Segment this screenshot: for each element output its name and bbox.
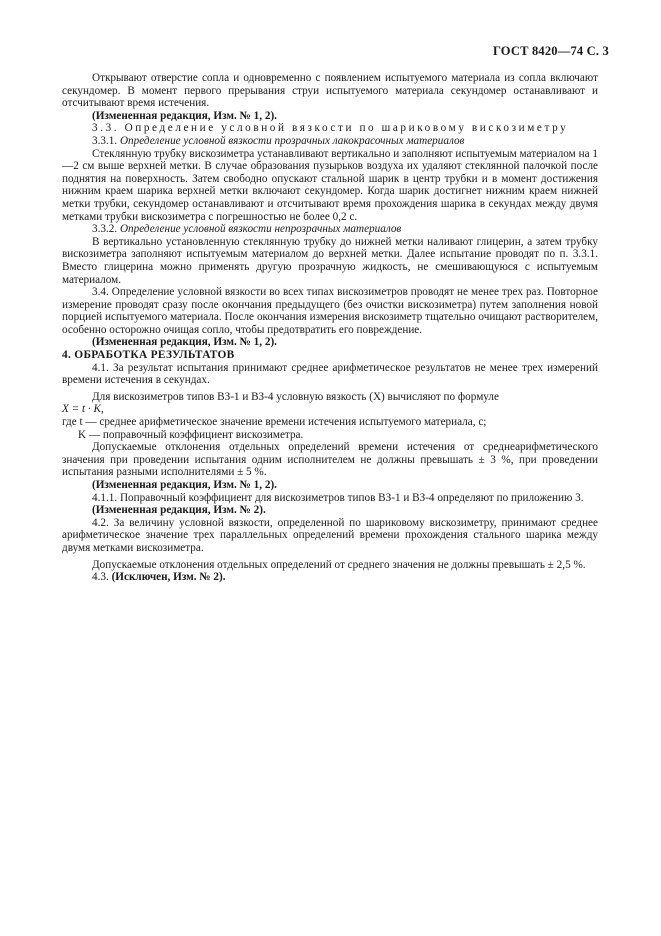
paragraph-4-3	[62, 571, 598, 584]
subsection-title: Определение условной вязкости непрозрачных материалов	[119, 223, 402, 236]
document-body	[62, 72, 598, 584]
subsection-3-3-2-heading	[62, 223, 598, 236]
paragraph-4-2: 4.2. За величину условной вязкости, определенной по шариковому вискозиметру, принимают среднее арифметическое значение трех параллельных определений времени прохождения стального шарика между двумя метками вискозиметра.	[62, 516, 598, 554]
paragraph-4-1: 4.1. За результат испытания принимают среднее арифметическое результатов не менее трех измерений времени истечения в секундах.	[62, 361, 598, 387]
subsection-title: Определение условной вязкости прозрачных лакокрасочных материалов	[119, 134, 465, 147]
edition-note: (Измененная редакция, Изм. № 1, 2).	[92, 479, 277, 491]
paragraph-3-3-2: В вертикально установленную стеклянную трубку до нижней метки наливают глицерин, а затем трубку вискозиметра заполняют испытуемым материалом до верхней метки. Далее испытание проводят по п. 3.3.1. Вместо глицерина можно применять другую прозрачную жидкость, не смешивающуюся с испытуемым материалом.	[62, 235, 598, 286]
page-header: ГОСТ 8420—74 С. 3	[492, 44, 609, 58]
paragraph-4-1-1: 4.1.1. Поправочный коэффициент для вискозиметров типов ВЗ-1 и ВЗ-4 определяют по приложению 3.	[92, 491, 584, 504]
subsection-number: 3.3.1.	[92, 134, 118, 147]
subsection-3-3-1-heading	[62, 135, 598, 148]
excluded-note: (Исключен, Изм. № 2).	[111, 571, 226, 584]
paragraph-3-2-end: Открывают отверстие сопла и одновременно с появлением испытуемого материала из сопла включают секундомер. В момент первого прерывания струи испытуемого материала секундомер останавливают и отсчитывают время истечения.	[62, 72, 598, 110]
section-3-3-heading: 3.3. Определение условной вязкости по шариковому вискозиметру	[92, 122, 569, 135]
edition-note: (Измененная редакция, Изм. № 1, 2).	[92, 336, 277, 349]
formula-legend-t: где t — среднее арифметическое значение времени истечения испытуемого материала, с;	[62, 416, 487, 429]
subsection-number: 3.3.2.	[92, 223, 118, 236]
paragraph-4-2-tolerance: Допускаемые отклонения отдельных определений от среднего значения не должны превышать ± 2,5 %.	[92, 558, 586, 571]
section-4-heading: 4. ОБРАБОТКА РЕЗУЛЬТАТОВ	[62, 349, 235, 362]
paragraph-3-3-1: Стеклянную трубку вискозиметра устанавливают вертикально и заполняют испытуемым материалом на 1—2 см выше верхней метки. В случае образования пузырьков воздуха их удаляют стеклянной палочкой после поднятия на поверхность. Затем свободно опускают стальной шарик в центр трубки и в момент достижения нижним краем шарика верхней метки включают секундомер. Когда шарик достигнет нижним краем нижней метки трубки, секундомер останавливают и отсчитывают время прохождения шарика в секундах между двумя метками трубки вискозиметра с погрешностью не более 0,2 с.	[62, 147, 598, 223]
edition-note: (Измененная редакция, Изм. № 1, 2).	[92, 109, 277, 122]
formula: X = t · K,	[62, 403, 104, 416]
paragraph-4-1-tolerance: Допускаемые отклонения отдельных определений времени истечения от среднеарифметического значения при проведении испытания одним исполнителем не должны превышать ± 3 %, при проведении испытания разными исполнителями ± 5 %.	[62, 441, 598, 479]
paragraph-3-4: 3.4. Определение условной вязкости во всех типах вискозиметров проводят не менее трех раз. Повторное измерение проводят сразу после окончания предыдущего (без очистки вискозиметра) путем заполнения новой порцией испытуемого материала. После окончания измерения вискозиметр тщательно очищают растворителем, особенно осторожно очищая сопло, чтобы предотвратить его повреждение.	[62, 286, 598, 336]
formula-legend-k: K — поправочный коэффициент вискозиметра.	[78, 428, 304, 441]
edition-note: (Измененная редакция, Изм. № 2).	[92, 504, 266, 517]
paragraph-4-1-formula-intro: Для вискозиметров типов ВЗ-1 и ВЗ-4 условную вязкость (X) вычисляют по формуле	[92, 390, 499, 403]
paragraph-number: 4.3.	[92, 571, 109, 584]
